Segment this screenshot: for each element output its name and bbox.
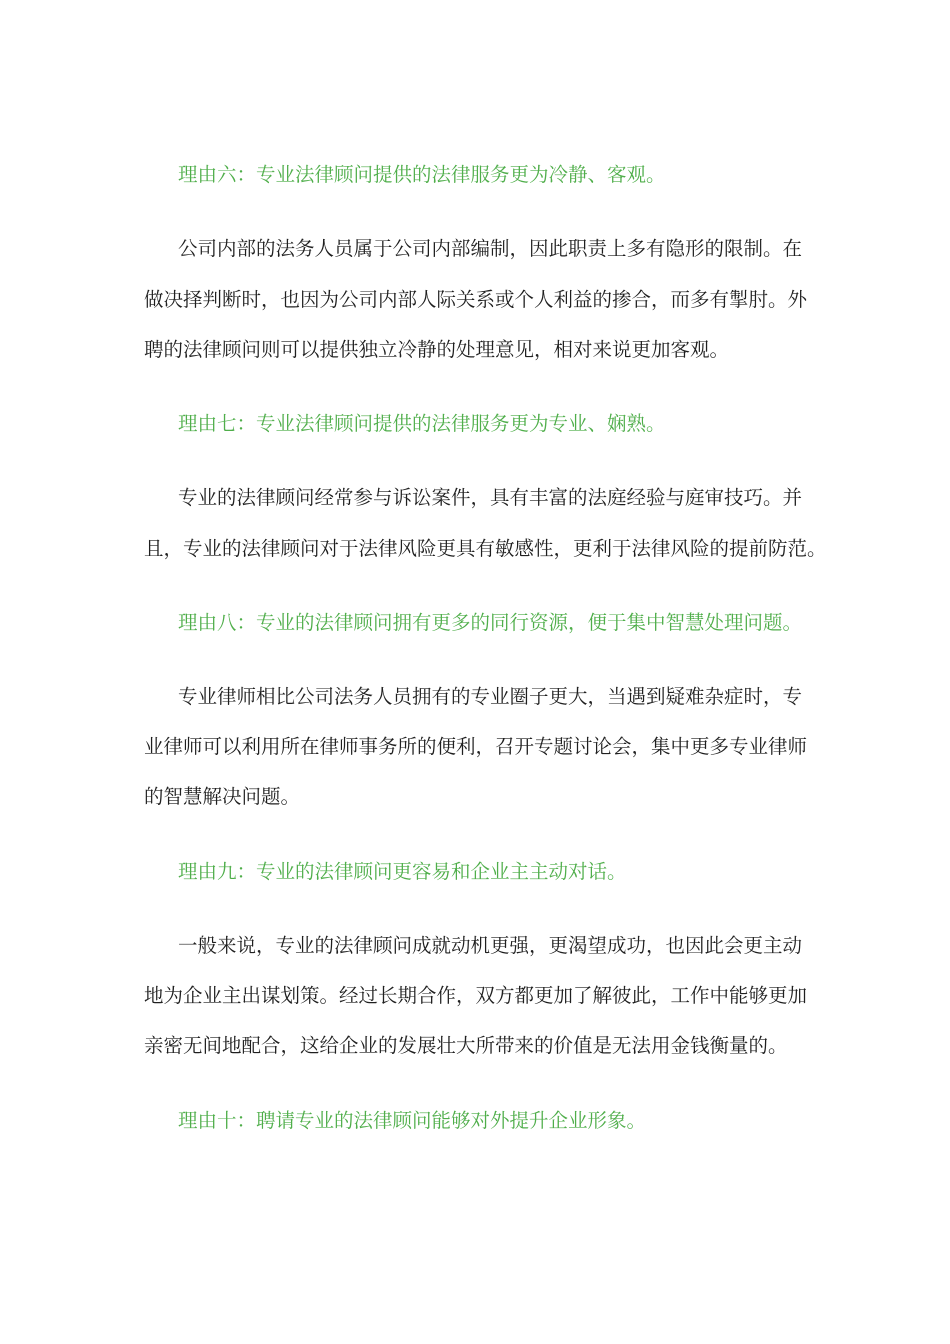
section-heading-9: 理由九：专业的法律顾问更容易和企业主主动对话。 (178, 860, 627, 883)
paragraph-line: 亲密无间地配合，这给企业的发展壮大所带来的价值是无法用金钱衡量的。 (144, 1034, 788, 1057)
paragraph-line: 聘的法律顾问则可以提供独立冷静的处理意见，相对来说更加客观。 (144, 338, 730, 361)
paragraph-line: 业律师可以利用所在律师事务所的便利，召开专题讨论会，集中更多专业律师 (144, 735, 808, 758)
paragraph-line: 专业的法律顾问经常参与诉讼案件，具有丰富的法庭经验与庭审技巧。并 (178, 486, 803, 509)
section-heading-8: 理由八：专业的法律顾问拥有更多的同行资源，便于集中智慧处理问题。 (178, 611, 803, 634)
section-heading-6: 理由六：专业法律顾问提供的法律服务更为冷静、客观。 (178, 163, 666, 186)
paragraph-line: 地为企业主出谋划策。经过长期合作，双方都更加了解彼此，工作中能够更加 (144, 984, 808, 1007)
paragraph-line: 的智慧解决问题。 (144, 785, 301, 808)
paragraph-line: 公司内部的法务人员属于公司内部编制，因此职责上多有隐形的限制。在 (178, 237, 803, 260)
paragraph-line: 做决择判断时，也因为公司内部人际关系或个人利益的掺合，而多有掣肘。外 (144, 288, 808, 311)
paragraph-line: 专业律师相比公司法务人员拥有的专业圈子更大，当遇到疑难杂症时，专 (178, 685, 803, 708)
section-heading-10: 理由十：聘请专业的法律顾问能够对外提升企业形象。 (178, 1109, 647, 1132)
paragraph-line: 且，专业的法律顾问对于法律风险更具有敏感性，更利于法律风险的提前防范。 (144, 537, 827, 560)
section-heading-7: 理由七：专业法律顾问提供的法律服务更为专业、娴熟。 (178, 412, 666, 435)
paragraph-line: 一般来说，专业的法律顾问成就动机更强，更渴望成功，也因此会更主动 (178, 934, 803, 957)
